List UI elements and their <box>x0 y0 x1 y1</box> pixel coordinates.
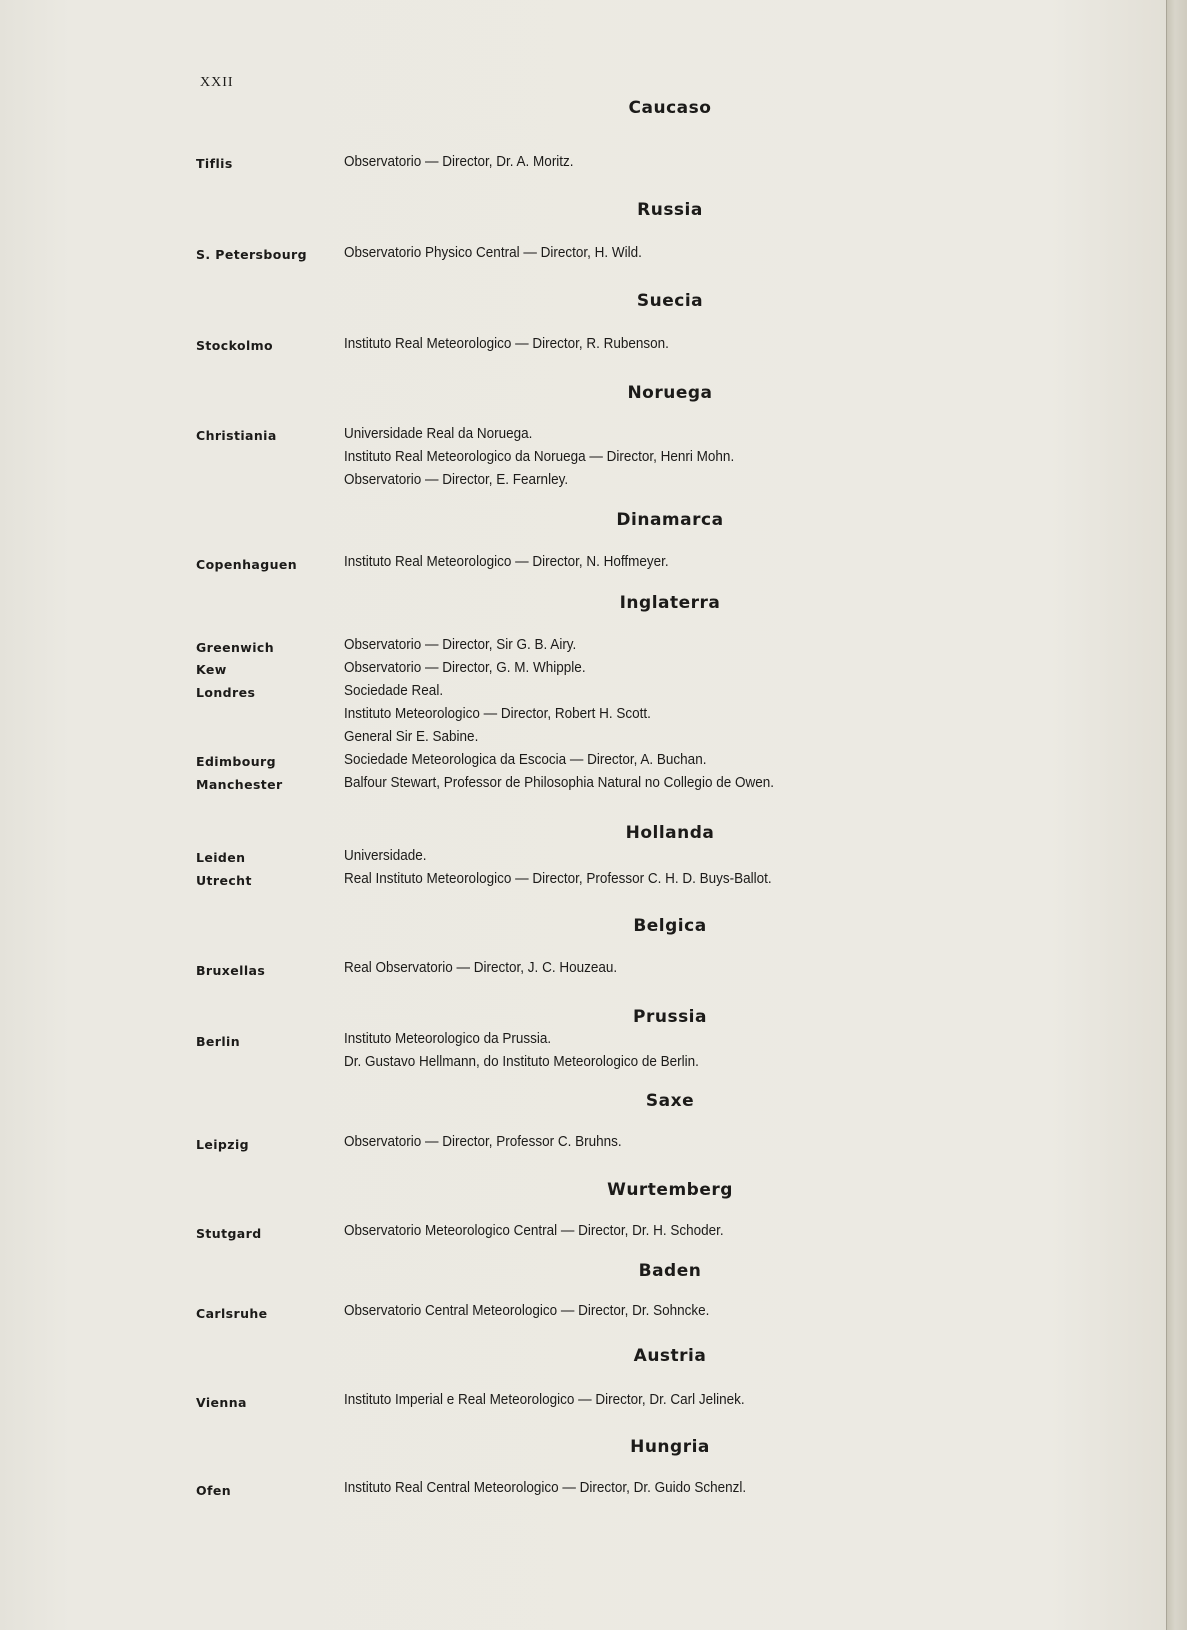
section-heading: Prussia <box>633 1007 707 1027</box>
entry-line: Observatorio Central Meteorologico — Director, Dr. Sohncke. <box>344 1302 710 1319</box>
entry-line: Instituto Meteorologico — Director, Robert H. Scott. <box>344 705 651 722</box>
entry-line: Sociedade Meteorologica da Escocia — Director, A. Buchan. <box>344 751 707 768</box>
place-name: Carlsruhe <box>196 1306 268 1321</box>
place-name: Londres <box>196 685 256 700</box>
entry-line: Observatorio Physico Central — Director, H. Wild. <box>344 244 642 261</box>
section-heading: Wurtemberg <box>607 1180 733 1200</box>
place-name: Leiden <box>196 850 246 865</box>
entry-line: Observatorio Meteorologico Central — Director, Dr. H. Schoder. <box>344 1222 724 1239</box>
entry-line: Universidade Real da Noruega. <box>344 425 533 442</box>
place-name: Kew <box>196 662 227 677</box>
page-number: XXII <box>200 75 234 90</box>
place-name: Edimbourg <box>196 754 276 769</box>
place-name: Stockolmo <box>196 338 274 353</box>
section-heading: Saxe <box>645 1091 695 1111</box>
place-name: Utrecht <box>196 873 252 888</box>
place-name: Berlin <box>196 1034 241 1049</box>
page-edge <box>1166 0 1187 1630</box>
place-name: Copenhaguen <box>196 557 298 572</box>
place-name: Christiania <box>196 428 277 443</box>
place-name: Ofen <box>196 1483 232 1498</box>
place-name: Bruxellas <box>196 963 266 978</box>
section-heading: Noruega <box>627 383 713 403</box>
entry-line: Instituto Real Central Meteorologico — Director, Dr. Guido Schenzl. <box>344 1479 747 1496</box>
entry-line: Universidade. <box>344 847 427 864</box>
place-name: S. Petersbourg <box>196 247 307 262</box>
section-heading: Suecia <box>636 291 704 311</box>
entry-line: Balfour Stewart, Professor de Philosophia Natural no Collegio de Owen. <box>344 774 774 791</box>
section-heading: Hungria <box>630 1437 710 1457</box>
entry-line: Observatorio — Director, Sir G. B. Airy. <box>344 636 577 653</box>
entry-line: Observatorio — Director, Professor C. Bruhns. <box>344 1133 622 1150</box>
place-name: Greenwich <box>196 640 275 655</box>
entry-line: Instituto Imperial e Real Meteorologico — Director, Dr. Carl Jelinek. <box>344 1391 745 1408</box>
entry-line: Observatorio — Director, G. M. Whipple. <box>344 659 586 676</box>
section-heading: Caucaso <box>628 98 712 118</box>
entry-line: Real Observatorio — Director, J. C. Houzeau. <box>344 959 618 976</box>
section-heading: Russia <box>637 200 703 220</box>
section-heading: Dinamarca <box>616 510 724 530</box>
entry-line: Instituto Real Meteorologico — Director, R. Rubenson. <box>344 335 669 352</box>
entry-line: Observatorio — Director, Dr. A. Moritz. <box>344 153 574 170</box>
entry-line: Instituto Meteorologico da Prussia. <box>344 1030 552 1047</box>
entry-line: Instituto Real Meteorologico — Director, N. Hoffmeyer. <box>344 553 669 570</box>
entry-line: General Sir E. Sabine. <box>344 728 479 745</box>
entry-line: Instituto Real Meteorologico da Noruega — Director, Henri Mohn. <box>344 448 735 465</box>
place-name: Vienna <box>196 1395 247 1410</box>
place-name: Stutgard <box>196 1226 262 1241</box>
place-name: Tiflis <box>196 156 233 171</box>
entry-line: Real Instituto Meteorologico — Director, Professor C. H. D. Buys-Ballot. <box>344 870 772 887</box>
entry-line: Observatorio — Director, E. Fearnley. <box>344 471 569 488</box>
section-heading: Hollanda <box>625 823 715 843</box>
section-heading: Baden <box>638 1261 702 1281</box>
place-name: Manchester <box>196 777 283 792</box>
section-heading: Austria <box>633 1346 707 1366</box>
section-heading: Inglaterra <box>619 593 721 613</box>
place-name: Leipzig <box>196 1137 249 1152</box>
entry-line: Dr. Gustavo Hellmann, do Instituto Meteorologico de Berlin. <box>344 1053 699 1070</box>
entry-line: Sociedade Real. <box>344 682 444 699</box>
section-heading: Belgica <box>633 916 707 936</box>
